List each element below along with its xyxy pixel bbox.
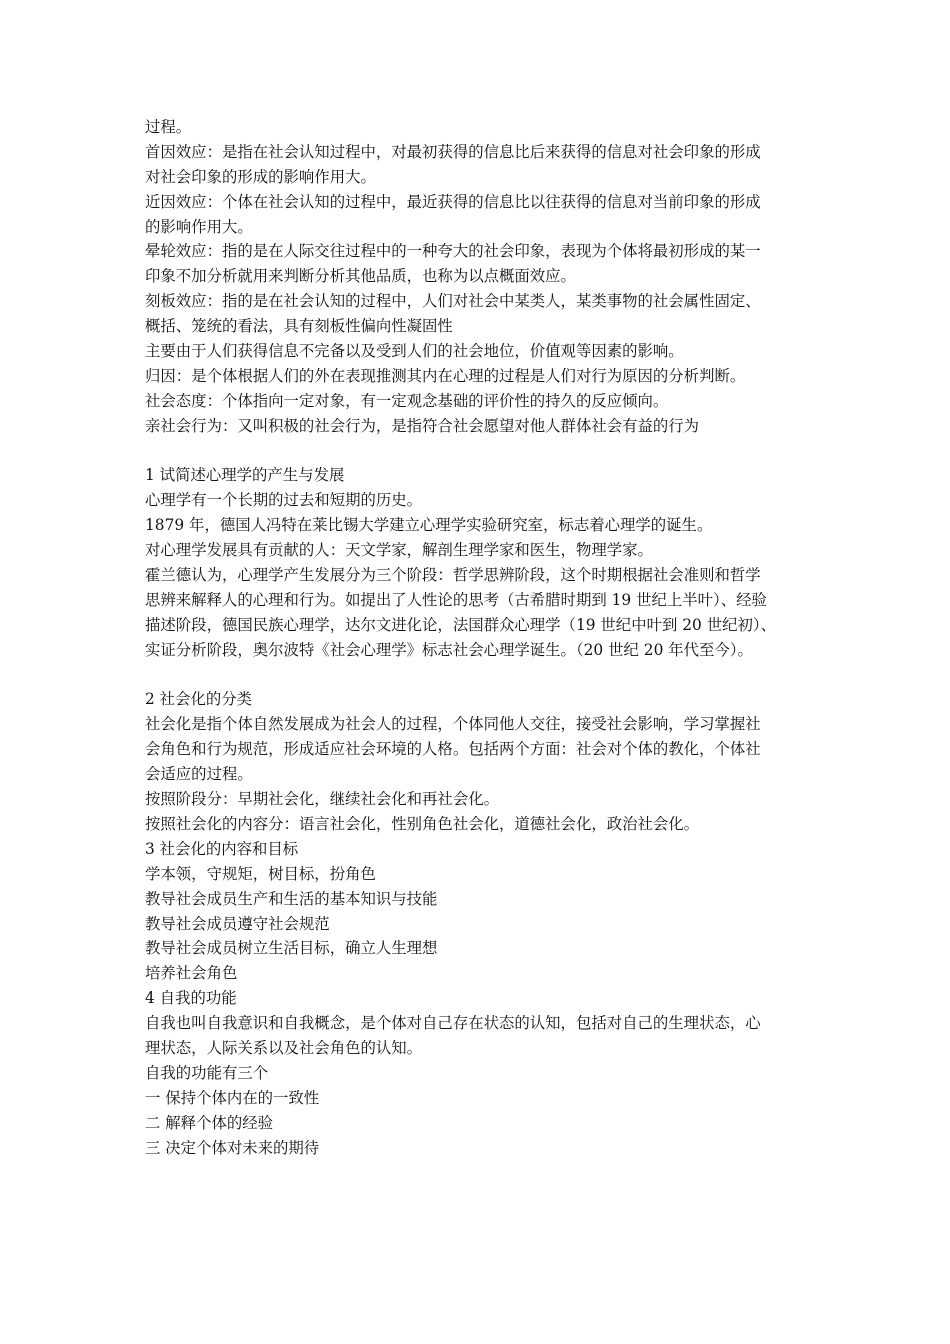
text-line: 过程。	[145, 118, 192, 136]
text-line: 印象不加分析就用来判断分析其他品质，也称为以点概面效应。	[145, 267, 576, 286]
text-line: 实证分析阶段，奥尔波特《社会心理学》标志社会心理学诞生。（20 世纪 20 年代至今）。	[145, 640, 753, 659]
text-line: 会适应的过程。	[145, 765, 253, 784]
text-line: 对心理学发展具有贡献的人：天文学家，解剖生理学家和医生，物理学家。	[145, 541, 653, 560]
text-line: 学本领，守规矩，树目标，扮角色	[145, 864, 376, 883]
text-line: 自我的功能有三个	[145, 1063, 269, 1082]
text-line: 思辨来解释人的心理和行为。如提出了人性论的思考（古希腊时期到 19 世纪上半叶）、经验	[145, 590, 767, 609]
text-line: 二 解释个体的经验	[145, 1113, 274, 1132]
text-line: 晕轮效应：指的是在人际交往过程中的一种夸大的社会印象，表现为个体将最初形成的某一	[145, 242, 761, 261]
text-line: 霍兰德认为，心理学产生发展分为三个阶段：哲学思辨阶段，这个时期根据社会准则和哲学	[145, 566, 761, 585]
text-line: 主要由于人们获得信息不完备以及受到人们的社会地位，价值观等因素的影响。	[145, 342, 684, 361]
text-line: 培养社会角色	[145, 964, 238, 983]
text-line: 1 试简述心理学的产生与发展	[145, 466, 345, 485]
text-line: 一 保持个体内在的一致性	[145, 1088, 320, 1107]
text-line: 教导社会成员遵守社会规范	[145, 914, 330, 933]
text-line: 按照阶段分：早期社会化，继续社会化和再社会化。	[145, 790, 499, 809]
text-line: 3 社会化的内容和目标	[145, 839, 299, 858]
text-line: 教导社会成员树立生活目标，确立人生理想	[145, 939, 438, 958]
text-line: 4 自我的功能	[145, 989, 237, 1008]
text-line: 的影响作用大。	[145, 217, 253, 236]
text-line: 社会态度：个体指向一定对象，有一定观念基础的评价性的持久的反应倾向。	[145, 391, 669, 410]
text-line: 描述阶段，德国民族心理学，达尔文进化论，法国群众心理学（19 世纪中叶到 20 世纪初）、	[145, 615, 776, 634]
text-line: 按照社会化的内容分：语言社会化，性别角色社会化，道德社会化，政治社会化。	[145, 814, 700, 833]
blank-line	[145, 439, 817, 464]
text-line: 自我也叫自我意识和自我概念，是个体对自己存在状态的认知，包括对自己的生理状态，心	[145, 1014, 761, 1033]
text-line: 归因：是个体根据人们的外在表现推测其内在心理的过程是人们对行为原因的分析判断。	[145, 366, 746, 385]
text-line: 理状态，人际关系以及社会角色的认知。	[145, 1038, 423, 1057]
text-line: 概括、笼统的看法，具有刻板性偏向性凝固性	[145, 317, 453, 336]
text-line: 近因效应：个体在社会认知的过程中，最近获得的信息比以往获得的信息对当前印象的形成	[145, 192, 761, 211]
text-line: 社会化是指个体自然发展成为社会人的过程，个体同他人交往，接受社会影响，学习掌握社	[145, 715, 761, 734]
text-line: 1879 年，德国人冯特在莱比锡大学建立心理学实验研究室，标志着心理学的诞生。	[145, 516, 713, 535]
text-line: 教导社会成员生产和生活的基本知识与技能	[145, 889, 438, 908]
text-line: 首因效应：是指在社会认知过程中，对最初获得的信息比后来获得的信息对社会印象的形成	[145, 142, 761, 161]
text-line: 会角色和行为规范，形成适应社会环境的人格。包括两个方面：社会对个体的教化，个体社	[145, 740, 761, 759]
document-body	[145, 115, 817, 1160]
blank-line	[145, 663, 817, 688]
text-line: 心理学有一个长期的过去和短期的历史。	[145, 491, 423, 510]
text-line: 刻板效应：指的是在社会认知的过程中，人们对社会中某类人，某类事物的社会属性固定、	[145, 292, 761, 311]
text-line: 亲社会行为：又叫积极的社会行为，是指符合社会愿望对他人群体社会有益的行为	[145, 416, 700, 435]
text-line: 2 社会化的分类	[145, 690, 253, 709]
text-line: 对社会印象的形成的影响作用大。	[145, 167, 376, 186]
text-line: 三 决定个体对未来的期待	[145, 1138, 320, 1157]
